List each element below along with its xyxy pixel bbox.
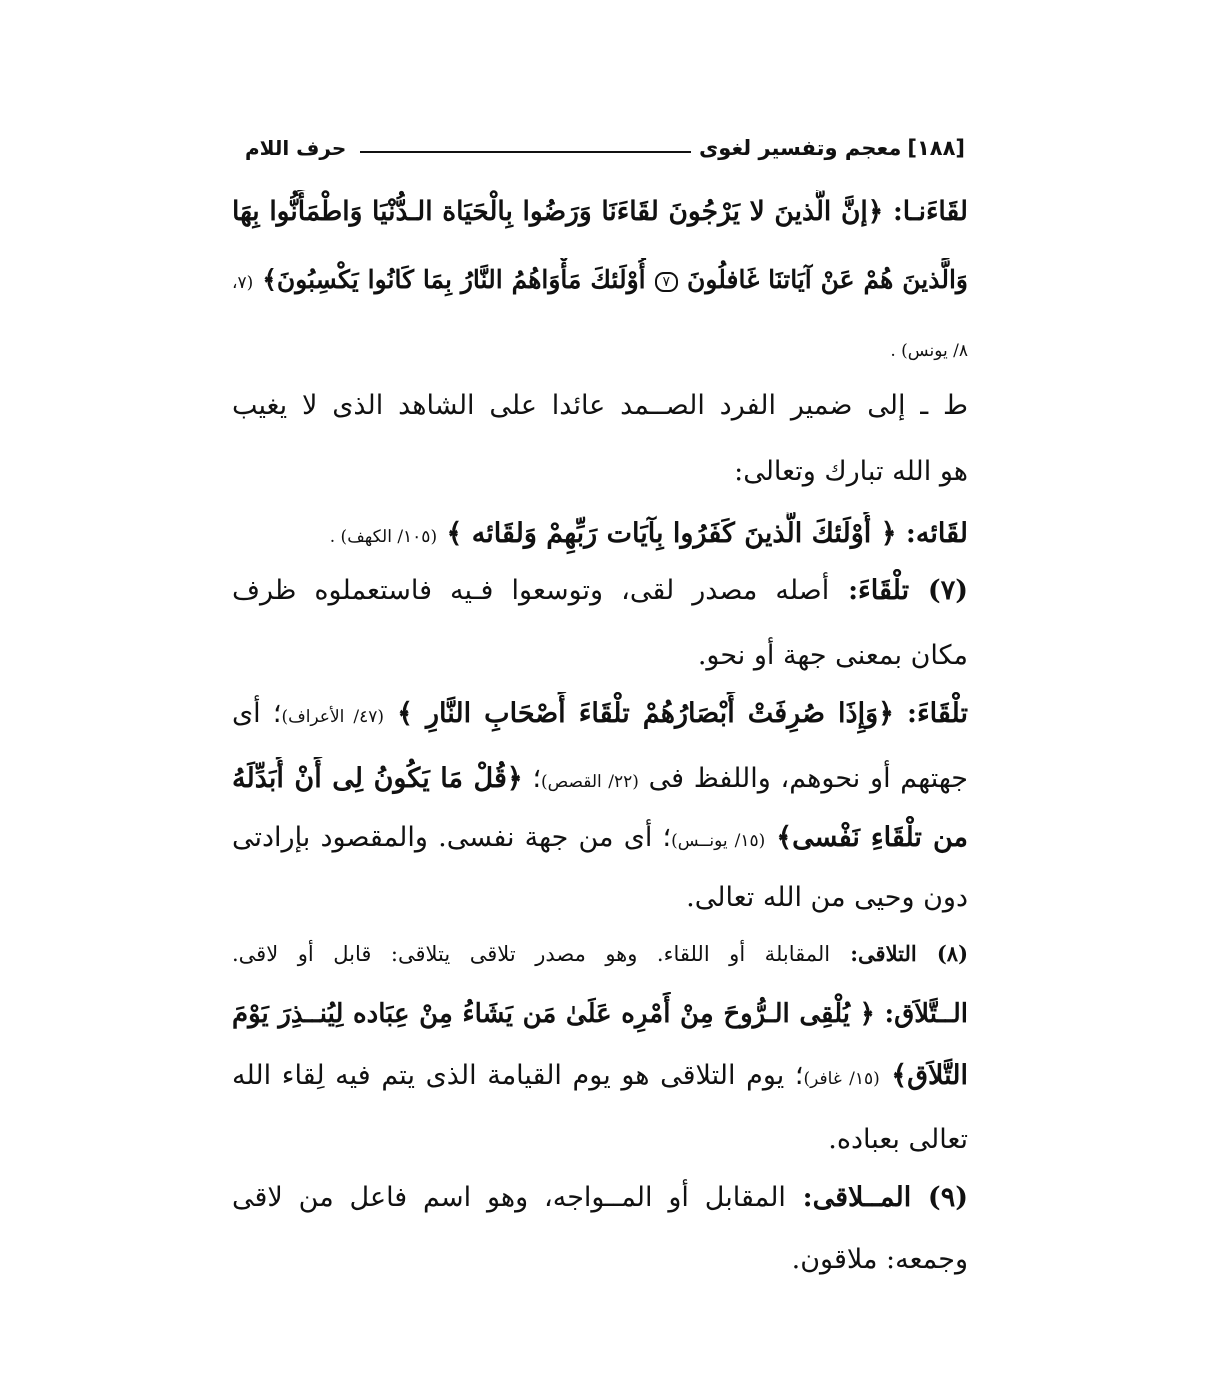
text-line (232, 992, 968, 1036)
text-run: ؛ يوم التلاقى هو يوم القيامة الذى يتم فيه لِقاء الله (232, 1060, 804, 1091)
citation: (٤٧/ الأعراف) (281, 707, 385, 727)
text-run: هو الله تبارك وتعالى: (734, 456, 968, 487)
text-run: ؛ أى (232, 698, 282, 729)
bold-run: وَالَّذينَ هُمْ عَنْ آيَاتنَا غَافلُونَ (678, 265, 968, 294)
bold-run: (٩) المــلاقى: (785, 1182, 968, 1213)
bold-run: التَّلاَق﴾ (879, 1060, 968, 1091)
text-run: المقابلة أو اللقاء. وهو مصدر تلاقى يتلاقى: قابل أو لاقى. (232, 942, 831, 966)
citation: ٨/ يونس) . (890, 341, 968, 361)
text-line (232, 512, 968, 556)
bold-run: ﴿ أُوْلَئكَ الَّذينَ كَفَرُوا بِآيَات رَبِّهِمْ وَلقَائه ﴾ (437, 518, 897, 549)
text-line (232, 1176, 968, 1220)
header-rule (360, 151, 691, 153)
bold-run: لقَاءَنـا: (883, 196, 968, 227)
bold-run: الــتَّلاَق: (874, 999, 968, 1029)
text-line (232, 876, 968, 920)
text-line (232, 569, 968, 613)
section-name: حرف اللام (245, 136, 347, 160)
text-line (232, 190, 968, 234)
text-run: أصله مصدر لقى، وتوسعوا فـيه فاستعملوه ظرف (232, 575, 830, 606)
bold-run: ﴿قُلْ مَا يَكُونُ لِى أَنْ أُبَدِّلَهُ (232, 763, 523, 794)
text-run: ؛ (522, 763, 542, 794)
bold-run: تلْقَاءَ: (893, 698, 968, 729)
text-line (232, 932, 968, 976)
bold-run: ﴿إنَّ الَّذينَ لا يَرْجُونَ لقَاءَنَا وَرَضُوا بِالْحَيَاة الـدُّنْيَا وَاطْمَأَنُّوا بِهَا (232, 196, 884, 227)
text-line (232, 384, 968, 428)
text-line (232, 757, 968, 801)
book-title: معجم وتفسير لغوى (699, 136, 902, 160)
text-line (232, 1118, 968, 1162)
text-line (232, 450, 968, 494)
page-number: [١٨٨] (907, 136, 965, 160)
bold-run: ﴿ يُلْقِى الـرُّوحَ مِنْ أَمْرِه عَلَىٰ مَن يَشَاءُ مِنْ عِبَاده لِيُنــذِرَ يَوْمَ (232, 999, 875, 1029)
running-header (245, 132, 965, 164)
citation: (٢٢/ القصص) (541, 772, 639, 792)
text-line (232, 634, 968, 678)
text-run: ط ـ إلى ضمير الفرد الصــمد عائدا على الشاهد الذى لا يغيب (232, 390, 968, 421)
text-line (232, 692, 968, 736)
bold-run: (٨) التلاقى: (830, 941, 968, 966)
text-line (232, 326, 968, 370)
text-line (232, 1054, 968, 1098)
text-line (232, 816, 968, 860)
text-run: جهتهم أو نحوهم، واللفظ فى (638, 763, 968, 794)
citation: (٧، (232, 273, 254, 293)
text-line (232, 1238, 968, 1282)
bold-run: من تلْقَاءِ نَفْسى﴾ (765, 822, 968, 853)
text-run: مكان بمعنى جهة أو نحو. (697, 640, 968, 671)
text-line (232, 258, 968, 302)
text-run: ؛ أى من جهة نفسى. والمقصود بإرادتى (232, 822, 672, 853)
bold-run: أُوْلَئكَ مَأْوَاهُمُ النَّارُ بِمَا كَانُوا يَكْسِبُونَ﴾ (253, 265, 655, 294)
bold-run: لقَائه: (896, 518, 968, 549)
bold-run: (٧) تلْقَاءَ: (829, 575, 968, 606)
text-run: المقابل أو المــواجه، وهو اسم فاعل من لاقى (232, 1182, 786, 1213)
text-run: دون وحيى من الله تعالى. (686, 882, 968, 913)
citation: (١٠٥/ الكهف) . (329, 527, 438, 547)
bold-run: ﴿وَإِذَا صُرِفَتْ أَبْصَارُهُمْ تلْقَاءَ أَصْحَابِ النَّارِ ﴾ (384, 698, 894, 729)
citation: (١٥/ يونــس) (671, 831, 766, 851)
citation: (١٥/ غافر) (803, 1069, 880, 1089)
text-run: وجمعه: ملاقون. (791, 1244, 968, 1275)
verse-number-mark: ٧ (655, 272, 679, 292)
text-run: تعالى بعباده. (828, 1124, 968, 1155)
